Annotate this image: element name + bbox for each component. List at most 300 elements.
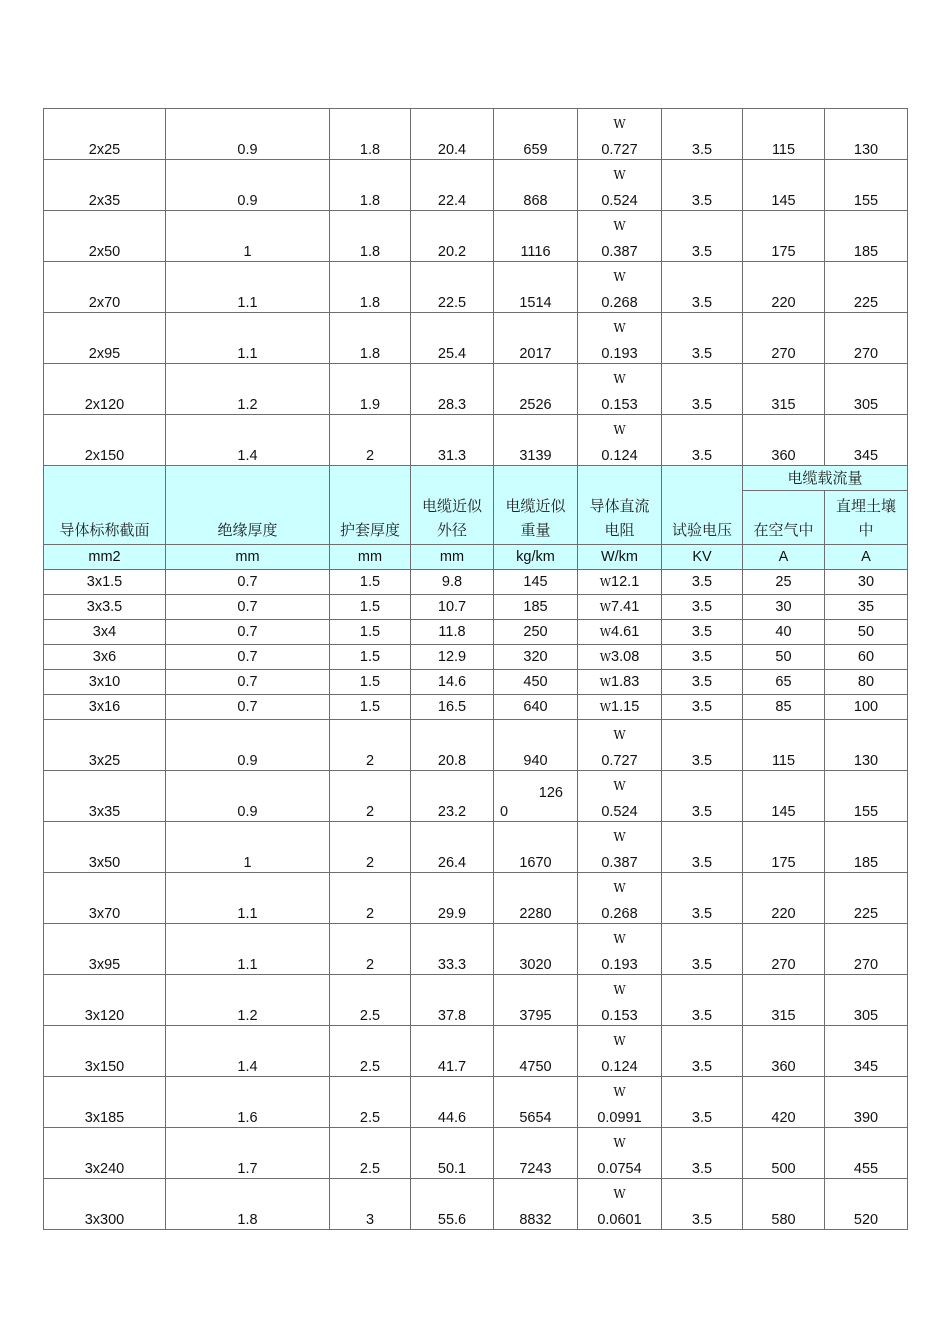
header-weight-l1: 电缆近似 [505, 497, 566, 515]
cell-ampacity-soil: 80 [825, 670, 908, 695]
cell-diameter: 29.9 [411, 873, 494, 924]
cable-spec-table [43, 108, 908, 1230]
cell-resistance [578, 670, 662, 695]
cell-ampacity-soil: 30 [825, 570, 908, 595]
resistance-value: 7.41 [611, 598, 640, 615]
cell-ampacity-air: 270 [743, 924, 825, 975]
cell-test-voltage: 3.5 [662, 595, 743, 620]
resistance-value: 1.15 [611, 698, 640, 715]
cell-weight: 640 [494, 695, 578, 720]
resistance-marker: W [613, 219, 626, 233]
cell-insulation: 0.7 [166, 620, 330, 645]
table-row [44, 415, 908, 466]
cell-section: 3x6 [44, 645, 166, 670]
cell-ampacity-air: 220 [743, 262, 825, 313]
cell-ampacity-air: 30 [743, 595, 825, 620]
cell-weight: 185 [494, 595, 578, 620]
cell-ampacity-soil: 520 [825, 1179, 908, 1230]
header-sheath: 护套厚度 [330, 466, 411, 545]
resistance-value: 12.1 [611, 573, 640, 590]
resistance-marker: W [613, 270, 626, 284]
cell-ampacity-air: 580 [743, 1179, 825, 1230]
cell-resistance [578, 262, 662, 313]
resistance-value: 0.153 [601, 397, 638, 413]
cell-sheath: 2 [330, 720, 411, 771]
resistance-marker: W [613, 1136, 626, 1150]
header-ampacity-air: 在空气中 [743, 491, 825, 545]
table-row [44, 262, 908, 313]
cell-sheath: 2 [330, 771, 411, 822]
cell-section: 3x4 [44, 620, 166, 645]
cell-ampacity-soil: 455 [825, 1128, 908, 1179]
cell-weight: 1514 [494, 262, 578, 313]
resistance-marker: W [613, 1085, 626, 1099]
cell-section: 3x95 [44, 924, 166, 975]
resistance-value: 0.193 [601, 346, 638, 362]
resistance-marker: W [613, 932, 626, 946]
cell-sheath: 3 [330, 1179, 411, 1230]
two-core-rows [44, 109, 908, 466]
cell-resistance [578, 109, 662, 160]
cell-ampacity-soil: 35 [825, 595, 908, 620]
resistance-value: 0.524 [601, 804, 638, 820]
resistance-marker: W [613, 372, 626, 386]
header-weight [494, 466, 578, 545]
unit-insulation: mm [166, 545, 330, 570]
cell-test-voltage: 3.5 [662, 873, 743, 924]
cell-sheath: 1.5 [330, 695, 411, 720]
header-diameter [411, 466, 494, 545]
cell-section: 2x70 [44, 262, 166, 313]
header-section: 导体标称截面 [44, 466, 166, 545]
cell-ampacity-air: 175 [743, 211, 825, 262]
table-row [44, 620, 908, 645]
cell-section: 2x25 [44, 109, 166, 160]
cell-ampacity-air: 115 [743, 109, 825, 160]
cell-section: 3x10 [44, 670, 166, 695]
header-insulation: 绝缘厚度 [166, 466, 330, 545]
cell-insulation: 0.7 [166, 695, 330, 720]
table-row [44, 1077, 908, 1128]
cell-insulation: 1.6 [166, 1077, 330, 1128]
unit-weight: kg/km [494, 545, 578, 570]
unit-resistance: W/km [578, 545, 662, 570]
cell-weight: 3020 [494, 924, 578, 975]
table-row [44, 645, 908, 670]
cell-insulation: 1.1 [166, 313, 330, 364]
cell-section: 3x120 [44, 975, 166, 1026]
table-row [44, 975, 908, 1026]
cell-sheath: 1.8 [330, 313, 411, 364]
resistance-value: 0.727 [601, 142, 638, 158]
table-row [44, 1128, 908, 1179]
resistance-marker: W [613, 983, 626, 997]
resistance-value: 0.268 [601, 295, 638, 311]
cell-resistance [578, 595, 662, 620]
cell-ampacity-air: 220 [743, 873, 825, 924]
cell-weight: 7243 [494, 1128, 578, 1179]
unit-ampacity-soil: A [825, 545, 908, 570]
cell-resistance [578, 822, 662, 873]
resistance-marker: W [599, 675, 612, 689]
cell-test-voltage: 3.5 [662, 415, 743, 466]
table-row [44, 313, 908, 364]
table-row [44, 1179, 908, 1230]
resistance-marker: W [599, 600, 612, 614]
cell-ampacity-soil: 345 [825, 1026, 908, 1077]
cell-section: 3x3.5 [44, 595, 166, 620]
cell-insulation: 1.4 [166, 1026, 330, 1077]
cell-weight: 1116 [494, 211, 578, 262]
cell-weight: 2526 [494, 364, 578, 415]
cell-test-voltage: 3.5 [662, 160, 743, 211]
table-row [44, 595, 908, 620]
cell-resistance [578, 570, 662, 595]
cell-test-voltage: 3.5 [662, 364, 743, 415]
cell-ampacity-soil: 390 [825, 1077, 908, 1128]
cell-test-voltage: 3.5 [662, 975, 743, 1026]
cell-ampacity-soil: 60 [825, 645, 908, 670]
table-row [44, 924, 908, 975]
resistance-value: 0.727 [601, 753, 638, 769]
header-diameter-l2: 外径 [436, 521, 467, 539]
resistance-value: 3.08 [611, 648, 640, 665]
cell-ampacity-soil: 345 [825, 415, 908, 466]
cell-section: 2x150 [44, 415, 166, 466]
cell-resistance [578, 1026, 662, 1077]
header-resistance-l2: 电阻 [604, 521, 635, 539]
cell-ampacity-air: 420 [743, 1077, 825, 1128]
cell-diameter: 14.6 [411, 670, 494, 695]
resistance-marker: W [613, 779, 626, 793]
cell-sheath: 2.5 [330, 1077, 411, 1128]
cell-diameter: 16.5 [411, 695, 494, 720]
cell-insulation: 1.2 [166, 975, 330, 1026]
cell-resistance [578, 873, 662, 924]
cell-weight: 1670 [494, 822, 578, 873]
cell-diameter: 20.4 [411, 109, 494, 160]
cell-ampacity-air: 175 [743, 822, 825, 873]
cell-weight: 3795 [494, 975, 578, 1026]
cell-test-voltage: 3.5 [662, 620, 743, 645]
cell-test-voltage: 3.5 [662, 211, 743, 262]
cell-section: 2x35 [44, 160, 166, 211]
resistance-value: 0.268 [601, 906, 638, 922]
cell-resistance [578, 211, 662, 262]
cell-diameter: 11.8 [411, 620, 494, 645]
cell-ampacity-air: 360 [743, 1026, 825, 1077]
header-ampacity-soil-l2: 中 [858, 521, 874, 539]
header-diameter-l1: 电缆近似 [421, 497, 482, 515]
cell-section: 3x150 [44, 1026, 166, 1077]
cell-weight: 4750 [494, 1026, 578, 1077]
cell-resistance [578, 1128, 662, 1179]
cell-test-voltage: 3.5 [662, 313, 743, 364]
resistance-marker: W [613, 1187, 626, 1201]
cell-weight: 940 [494, 720, 578, 771]
resistance-value: 4.61 [611, 623, 640, 640]
cell-sheath: 1.9 [330, 364, 411, 415]
resistance-value: 0.193 [601, 957, 638, 973]
cell-ampacity-air: 500 [743, 1128, 825, 1179]
cell-resistance [578, 364, 662, 415]
cell-section: 3x300 [44, 1179, 166, 1230]
cell-resistance [578, 695, 662, 720]
cell-insulation: 1.2 [166, 364, 330, 415]
cell-test-voltage: 3.5 [662, 262, 743, 313]
cell-sheath: 1.5 [330, 595, 411, 620]
cell-ampacity-soil: 100 [825, 695, 908, 720]
cell-section: 3x70 [44, 873, 166, 924]
cell-ampacity-air: 85 [743, 695, 825, 720]
unit-test-voltage: KV [662, 545, 743, 570]
cell-diameter: 20.8 [411, 720, 494, 771]
cell-resistance [578, 771, 662, 822]
table-row [44, 720, 908, 771]
cell-weight: 868 [494, 160, 578, 211]
resistance-marker: W [613, 423, 626, 437]
cell-section: 2x50 [44, 211, 166, 262]
cell-ampacity-soil: 50 [825, 620, 908, 645]
unit-section: mm2 [44, 545, 166, 570]
resistance-value: 0.153 [601, 1008, 638, 1024]
resistance-marker: W [613, 1034, 626, 1048]
resistance-value: 0.0601 [597, 1212, 642, 1228]
cell-ampacity-soil: 185 [825, 211, 908, 262]
cell-resistance [578, 415, 662, 466]
cell-test-voltage: 3.5 [662, 1128, 743, 1179]
cell-weight: 659 [494, 109, 578, 160]
cell-ampacity-soil: 130 [825, 720, 908, 771]
cell-ampacity-air: 315 [743, 975, 825, 1026]
cell-ampacity-soil: 155 [825, 160, 908, 211]
unit-sheath: mm [330, 545, 411, 570]
three-core-small-rows [44, 570, 908, 720]
cell-insulation: 1.1 [166, 262, 330, 313]
cell-weight: 2017 [494, 313, 578, 364]
cell-sheath: 1.5 [330, 620, 411, 645]
resistance-value: 0.387 [601, 244, 638, 260]
cell-sheath: 1.5 [330, 670, 411, 695]
cell-insulation: 1.8 [166, 1179, 330, 1230]
resistance-marker: W [613, 117, 626, 131]
resistance-marker: W [613, 728, 626, 742]
cell-ampacity-soil: 225 [825, 262, 908, 313]
cell-diameter: 31.3 [411, 415, 494, 466]
cell-weight: 3139 [494, 415, 578, 466]
cell-weight-part-b: 0 [500, 804, 509, 820]
resistance-marker: W [599, 625, 612, 639]
cell-diameter: 10.7 [411, 595, 494, 620]
cell-weight: 2280 [494, 873, 578, 924]
table-row [44, 822, 908, 873]
cell-test-voltage: 3.5 [662, 720, 743, 771]
cell-resistance [578, 645, 662, 670]
resistance-value: 0.0991 [597, 1110, 642, 1126]
cell-resistance [578, 160, 662, 211]
cell-diameter: 22.5 [411, 262, 494, 313]
table-row [44, 211, 908, 262]
resistance-value: 0.0754 [597, 1161, 642, 1177]
cell-section: 3x185 [44, 1077, 166, 1128]
cell-diameter: 25.4 [411, 313, 494, 364]
cell-sheath: 1.8 [330, 262, 411, 313]
resistance-marker: W [613, 881, 626, 895]
cell-ampacity-air: 50 [743, 645, 825, 670]
header-ampacity-soil [825, 491, 908, 545]
cell-ampacity-air: 145 [743, 160, 825, 211]
cell-sheath: 1.5 [330, 570, 411, 595]
cell-weight: 145 [494, 570, 578, 595]
table-row [44, 670, 908, 695]
resistance-value: 0.124 [601, 1059, 638, 1075]
table-header [44, 466, 908, 570]
cell-test-voltage: 3.5 [662, 822, 743, 873]
header-ampacity-group: 电缆载流量 [743, 466, 908, 491]
cell-sheath: 2.5 [330, 1128, 411, 1179]
cell-diameter: 50.1 [411, 1128, 494, 1179]
cell-ampacity-soil: 155 [825, 771, 908, 822]
cell-ampacity-air: 360 [743, 415, 825, 466]
cell-section: 2x95 [44, 313, 166, 364]
cell-insulation: 0.9 [166, 160, 330, 211]
cell-section: 2x120 [44, 364, 166, 415]
cell-insulation: 0.7 [166, 670, 330, 695]
cell-insulation: 0.7 [166, 595, 330, 620]
cell-diameter: 9.8 [411, 570, 494, 595]
cell-sheath: 2 [330, 924, 411, 975]
cell-sheath: 2.5 [330, 975, 411, 1026]
unit-diameter: mm [411, 545, 494, 570]
table-row [44, 109, 908, 160]
cell-sheath: 2 [330, 822, 411, 873]
resistance-value: 0.124 [601, 448, 638, 464]
cell-section: 3x16 [44, 695, 166, 720]
cell-weight: 5654 [494, 1077, 578, 1128]
cell-ampacity-soil: 130 [825, 109, 908, 160]
table-row [44, 695, 908, 720]
resistance-value: 0.524 [601, 193, 638, 209]
unit-ampacity-air: A [743, 545, 825, 570]
cell-test-voltage: 3.5 [662, 1026, 743, 1077]
cell-weight: 8832 [494, 1179, 578, 1230]
cell-diameter: 41.7 [411, 1026, 494, 1077]
cell-insulation: 0.9 [166, 720, 330, 771]
cell-section: 3x35 [44, 771, 166, 822]
cell-diameter: 12.9 [411, 645, 494, 670]
cell-resistance [578, 975, 662, 1026]
cell-test-voltage: 3.5 [662, 570, 743, 595]
cell-insulation: 1 [166, 211, 330, 262]
cell-diameter: 22.4 [411, 160, 494, 211]
cell-resistance [578, 1179, 662, 1230]
resistance-marker: W [599, 650, 612, 664]
cell-section: 3x50 [44, 822, 166, 873]
units-row [44, 545, 908, 570]
cell-ampacity-soil: 270 [825, 924, 908, 975]
cell-diameter: 26.4 [411, 822, 494, 873]
cell-ampacity-air: 40 [743, 620, 825, 645]
cell-section: 3x25 [44, 720, 166, 771]
cell-insulation: 0.9 [166, 109, 330, 160]
cell-diameter: 33.3 [411, 924, 494, 975]
cell-ampacity-air: 315 [743, 364, 825, 415]
resistance-marker: W [613, 168, 626, 182]
resistance-marker: W [613, 321, 626, 335]
cell-weight-part-a: 126 [538, 785, 563, 801]
cell-sheath: 1.8 [330, 109, 411, 160]
cell-sheath: 2 [330, 873, 411, 924]
cell-ampacity-soil: 225 [825, 873, 908, 924]
cell-test-voltage: 3.5 [662, 924, 743, 975]
cell-sheath: 2.5 [330, 1026, 411, 1077]
table-row [44, 364, 908, 415]
cell-resistance [578, 620, 662, 645]
cell-sheath: 2 [330, 415, 411, 466]
cell-weight: 250 [494, 620, 578, 645]
cell-diameter: 23.2 [411, 771, 494, 822]
three-core-large-rows [44, 720, 908, 1230]
cell-weight: 320 [494, 645, 578, 670]
cell-test-voltage: 3.5 [662, 695, 743, 720]
cell-diameter: 55.6 [411, 1179, 494, 1230]
cell-ampacity-air: 115 [743, 720, 825, 771]
table-row [44, 873, 908, 924]
cell-insulation: 1.1 [166, 873, 330, 924]
cell-ampacity-air: 145 [743, 771, 825, 822]
cell-test-voltage: 3.5 [662, 1179, 743, 1230]
cell-weight: 450 [494, 670, 578, 695]
table-row [44, 160, 908, 211]
cell-ampacity-soil: 185 [825, 822, 908, 873]
cell-diameter: 37.8 [411, 975, 494, 1026]
resistance-value: 0.387 [601, 855, 638, 871]
cell-test-voltage: 3.5 [662, 771, 743, 822]
cell-resistance [578, 720, 662, 771]
cell-test-voltage: 3.5 [662, 670, 743, 695]
resistance-marker: W [613, 830, 626, 844]
cell-test-voltage: 3.5 [662, 109, 743, 160]
cell-insulation: 1.7 [166, 1128, 330, 1179]
cell-resistance [578, 1077, 662, 1128]
cell-insulation: 0.7 [166, 645, 330, 670]
cell-section: 3x240 [44, 1128, 166, 1179]
cell-ampacity-soil: 305 [825, 975, 908, 1026]
cell-weight [494, 771, 578, 822]
cell-ampacity-soil: 270 [825, 313, 908, 364]
cell-test-voltage: 3.5 [662, 645, 743, 670]
cell-insulation: 0.7 [166, 570, 330, 595]
cell-resistance [578, 313, 662, 364]
cell-test-voltage: 3.5 [662, 1077, 743, 1128]
header-resistance [578, 466, 662, 545]
table-row [44, 771, 908, 822]
cell-ampacity-air: 270 [743, 313, 825, 364]
resistance-value: 1.83 [611, 673, 640, 690]
table-row [44, 1026, 908, 1077]
header-test-voltage: 试验电压 [662, 466, 743, 545]
cell-ampacity-air: 65 [743, 670, 825, 695]
cell-section: 3x1.5 [44, 570, 166, 595]
cell-sheath: 1.8 [330, 211, 411, 262]
cell-sheath: 1.8 [330, 160, 411, 211]
cell-diameter: 44.6 [411, 1077, 494, 1128]
cell-resistance [578, 924, 662, 975]
header-ampacity-soil-l1: 直埋土壤 [835, 497, 896, 515]
cell-diameter: 28.3 [411, 364, 494, 415]
resistance-marker: W [599, 575, 612, 589]
resistance-marker: W [599, 700, 612, 714]
